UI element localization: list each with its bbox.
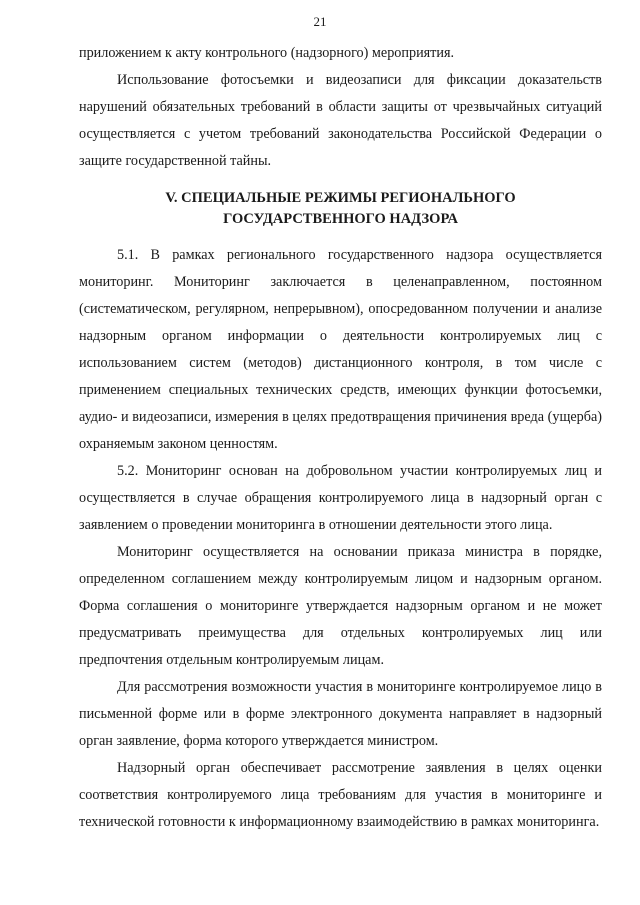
page-number: 21 <box>313 14 327 29</box>
section-heading-line-1: V. СПЕЦИАЛЬНЫЕ РЕЖИМЫ РЕГИОНАЛЬНОГО <box>165 190 516 206</box>
paragraph-review: Надзорный орган обеспечивает рассмотрение заявления в целях оценки соответствия контролируемого лица требованиям для участия в мониторинге и технической готовности к информационному взаимодействию в рамках мониторинга. <box>79 760 602 830</box>
section-heading <box>79 188 602 230</box>
paragraph-5-1: 5.1. В рамках регионального государственного надзора осуществляется мониторинг. Мониторинг заключается в целенаправленном, постоянном (систематическом, регулярном, непрерывном), опосредованном получении и анализе надзорным органом информации о деятельности контролируемых лиц с использованием систем (методов) дистанционного контроля, в том числе с применением специальных технических средств, имеющих функции фотосъемки, аудио- и видеозаписи, измерения в целях предотвращения причинения вреда (ущерба) охраняемым законом ценностям. <box>79 247 602 452</box>
paragraph-application: Для рассмотрения возможности участия в мониторинге контролируемое лицо в письменной форме или в форме электронного документа направляет в надзорный орган заявление, форма которого утверждается министром. <box>79 679 602 749</box>
paragraph-photo-video: Использование фотосъемки и видеозаписи для фиксации доказательств нарушений обязательных требований в области защиты от чрезвычайных ситуаций осуществляется с учетом требований законодательства Российской Федерации о защите государственной тайны. <box>79 72 602 169</box>
paragraph-monitoring-basis: Мониторинг осуществляется на основании приказа министра в порядке, определенном соглашением между контролируемым лицом и надзорным органом. Форма соглашения о мониторинге утверждается надзорным органом и не может предусматривать преимущества для отдельных контролируемых лиц или предпочтения отдельным контролируемым лицам. <box>79 544 602 668</box>
paragraph-continuation: приложением к акту контрольного (надзорного) мероприятия. <box>79 45 455 61</box>
section-heading-line-2: ГОСУДАРСТВЕННОГО НАДЗОРА <box>223 211 458 227</box>
paragraph-5-2: 5.2. Мониторинг основан на добровольном участии контролируемых лиц и осуществляется в случае обращения контролируемого лица в надзорный орган с заявлением о проведении мониторинга в отношении деятельности этого лица. <box>79 463 602 533</box>
document-body <box>79 40 602 836</box>
